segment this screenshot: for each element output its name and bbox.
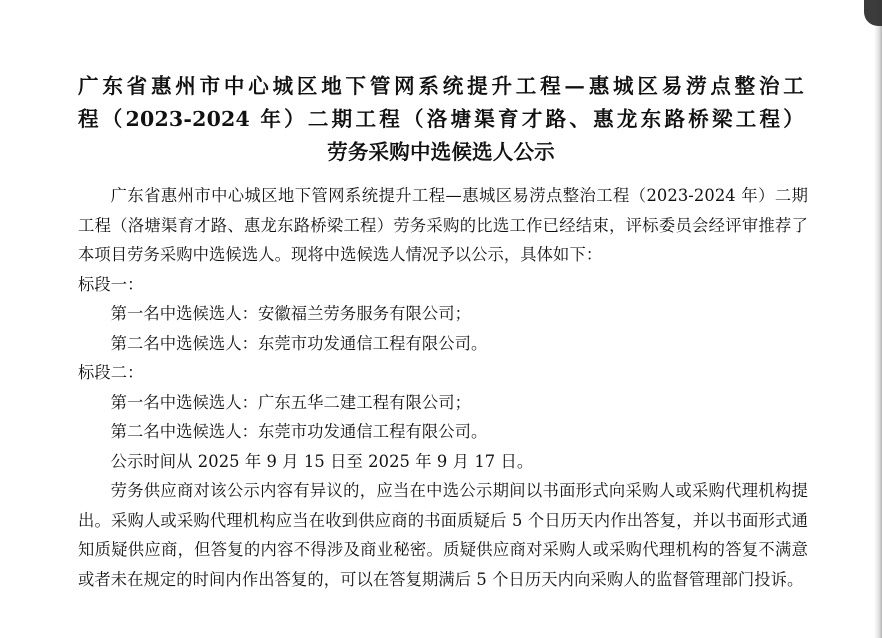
lot2-candidate-1: 第一名中选候选人：广东五华二建工程有限公司； [110,392,471,412]
section-heading-lot-1: 标段一： [78,274,144,294]
title-line-1: 广东省惠州市中心城区地下管网系统提升工程—惠城区易涝点整治工 [78,74,804,98]
document-title [78,70,804,169]
lot1-candidate-2: 第二名中选候选人：东莞市功发通信工程有限公司。 [110,333,488,353]
document-body [78,181,808,594]
intro-paragraph: 广东省惠州市中心城区地下管网系统提升工程—惠城区易涝点整治工程（2023-2024 年）二期工程（洛塘渠育才路、惠龙东路桥梁工程）劳务采购的比选工作已经结束，评标委员会经评审推荐了本项目劳务采购中选候选人。现将中选候选人情况予以公示，具体如下： [78,186,808,264]
objection-procedure-paragraph: 劳务供应商对该公示内容有异议的，应当在中选公示期间以书面形式向采购人或采购代理机构提出。采购人或采购代理机构应当在收到供应商的书面质疑后 5 个日历天内作出答复，并以书面形式通知质疑供应商，但答复的内容不得涉及商业秘密。质疑供应商对采购人或采购代理机构的答复不满意或者未在规定的时间内作出答复的，可以在答复期满后 5 个日历天内向采购人的监督管理部门投诉。 [78,481,808,589]
lot2-candidate-2: 第二名中选候选人：东莞市功发通信工程有限公司。 [110,422,488,441]
title-line-2: 程（2023-2024 年）二期工程（洛塘渠育才路、惠龙东路桥梁工程） [78,107,804,131]
lot1-candidate-1: 第一名中选候选人：安徽福兰劳务服务有限公司； [110,304,471,323]
title-line-3: 劳务采购中选候选人公示 [327,140,555,164]
section-heading-lot-2: 标段二： [78,363,144,382]
publicity-period: 公示时间从 2025 年 9 月 15 日至 2025 年 9 月 17 日。 [110,451,534,471]
